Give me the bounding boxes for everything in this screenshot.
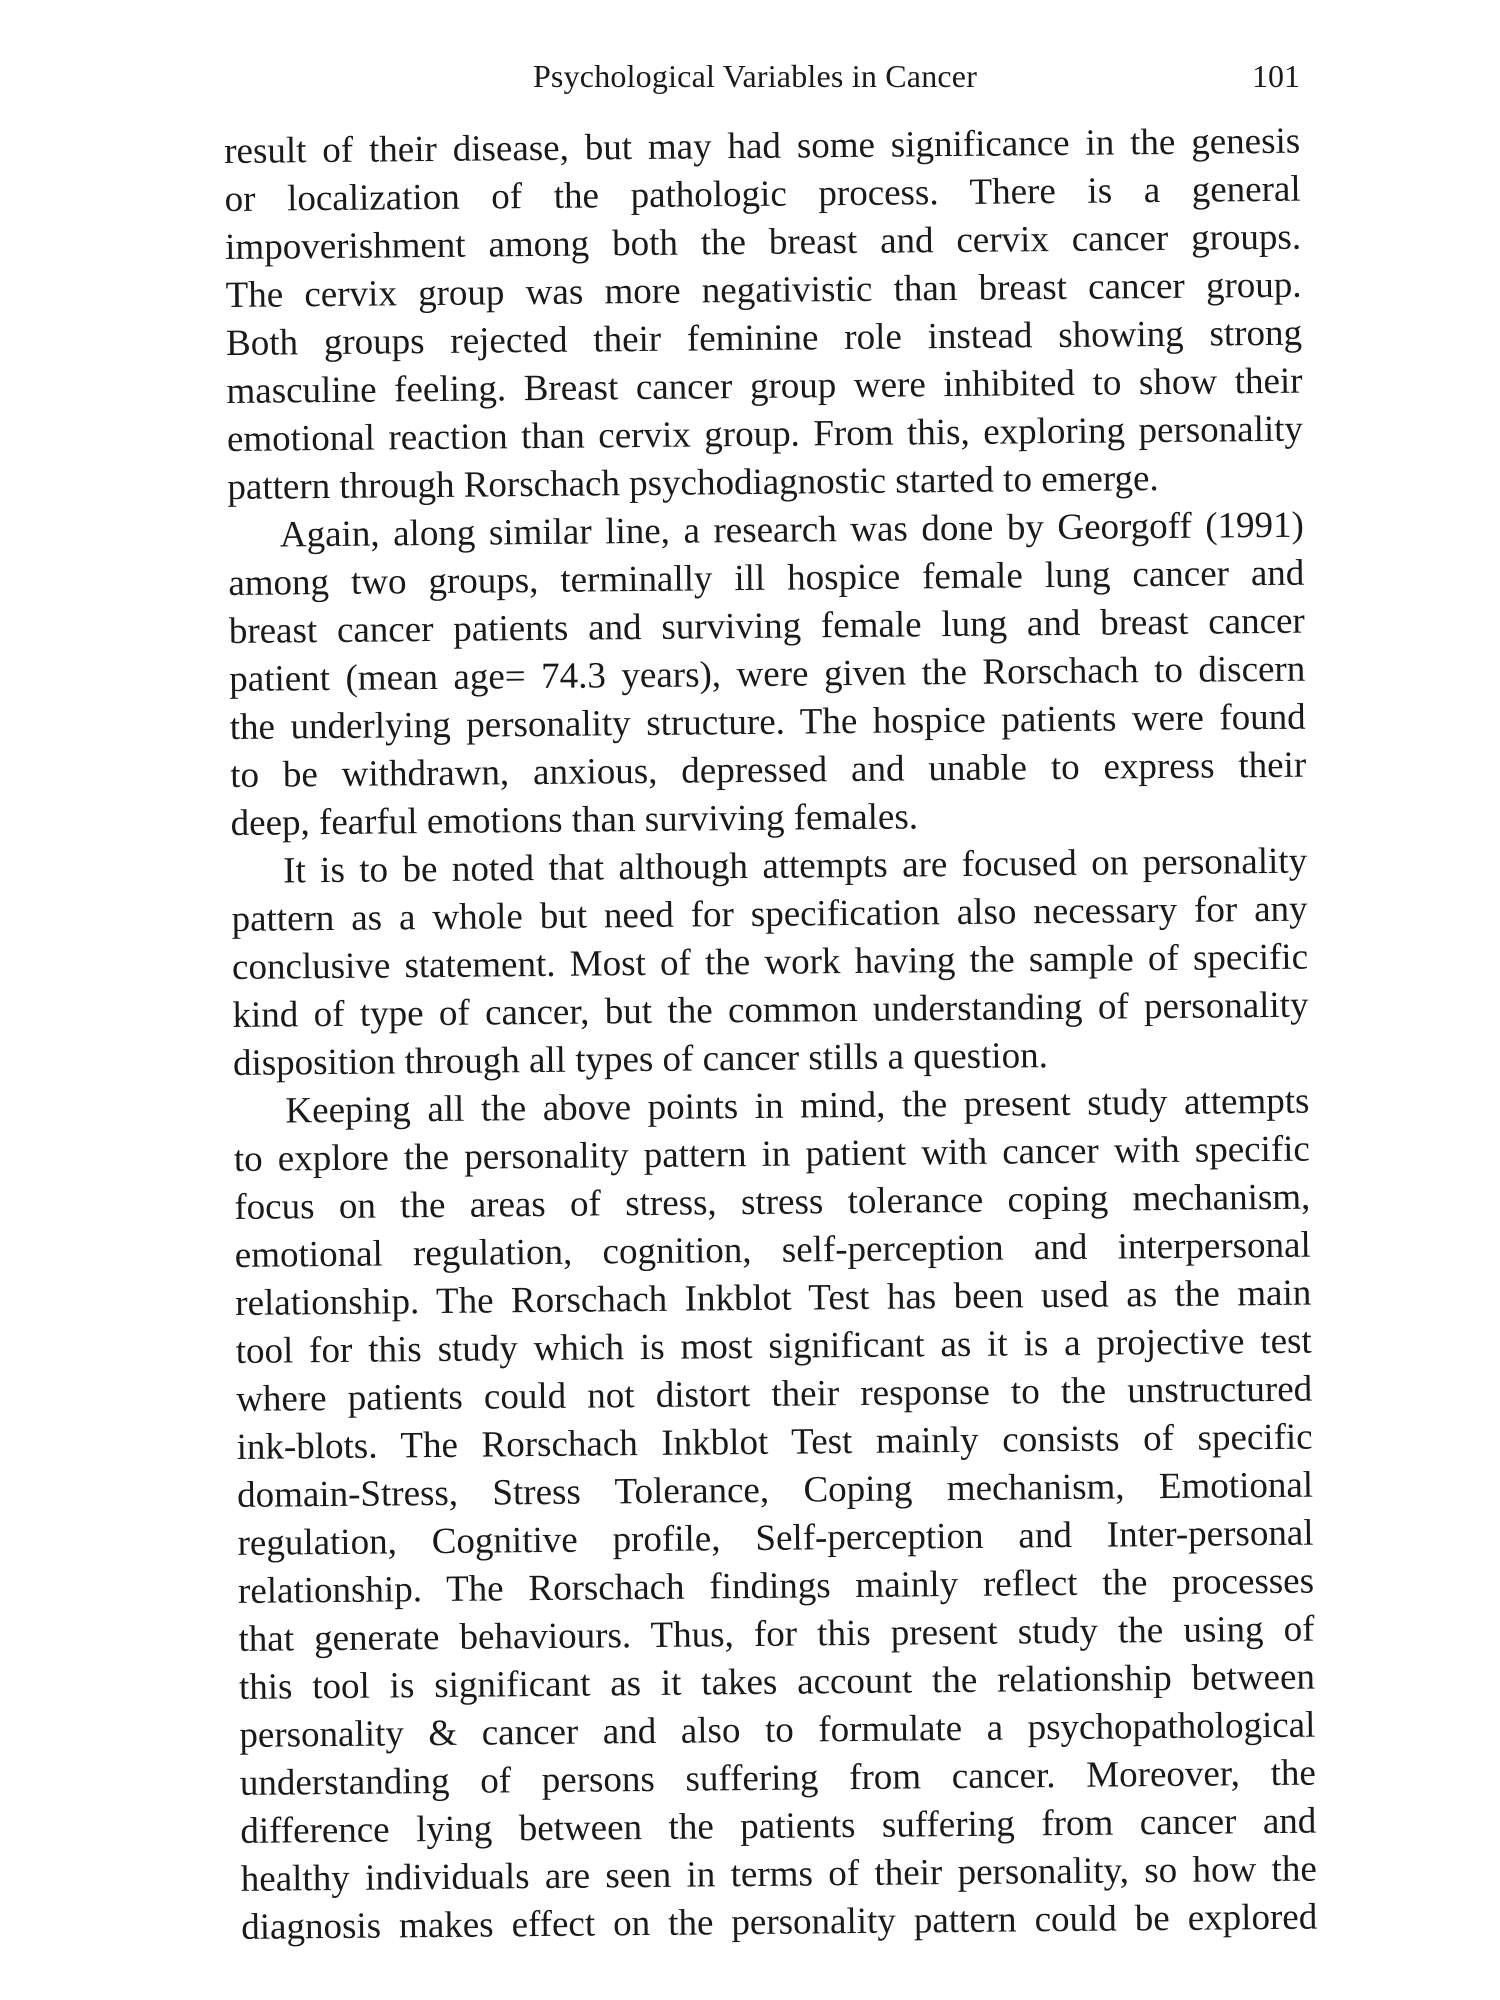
text-line: this tool is significant as it takes account the relationship between [238, 1656, 1316, 1708]
paragraph-start-line: Again, along similar line, a research was done by Georgoff (1991) [279, 504, 1305, 556]
text-line: focus on the areas of stress, stress tolerance coping mechanism, [234, 1176, 1311, 1228]
text-line: Both groups rejected their feminine role instead showing strong [225, 312, 1303, 364]
text-line: disposition through all types of cancer stills a question. [232, 1035, 1049, 1084]
text-line: masculine feeling. Breast cancer group were inhibited to show their [226, 360, 1303, 412]
text-line: relationship. The Rorschach Inkblot Test has been used as the main [235, 1272, 1312, 1324]
text-line: healthy individuals are seen in terms of their personality, so how the [240, 1848, 1317, 1900]
text-line: emotional reaction than cervix group. From this, exploring personality [226, 408, 1304, 460]
text-line: result of their disease, but may had some significance in the genesis [224, 120, 1301, 172]
text-line: ink-blots. The Rorschach Inkblot Test mainly consists of specific [236, 1416, 1313, 1468]
text-line: pattern as a whole but need for specification also necessary for any [231, 888, 1308, 940]
text-line: domain-Stress, Stress Tolerance, Coping mechanism, Emotional [236, 1464, 1314, 1516]
text-line: patient (mean age= 74.3 years), were given the Rorschach to discern [229, 648, 1306, 700]
text-line: regulation, Cognitive profile, Self-perception and Inter-personal [237, 1512, 1314, 1564]
text-line: difference lying between the patients suffering from cancer and [240, 1800, 1317, 1852]
text-line: diagnosis makes effect on the personality pattern could be explored [241, 1896, 1318, 1948]
text-line: kind of type of cancer, but the common understanding of personality [232, 984, 1309, 1036]
text-line: relationship. The Rorschach findings mainly reflect the processes [237, 1560, 1315, 1612]
text-line: conclusive statement. Most of the work having the sample of specific [231, 936, 1309, 988]
page-number: 101 [1252, 58, 1300, 94]
text-line: tool for this study which is most significant as it is a projective test [235, 1320, 1312, 1372]
text-line: impoverishment among both the breast and cervix cancer groups. [224, 216, 1302, 268]
text-line: where patients could not distort their response to the unstructured [236, 1368, 1313, 1420]
text-line: understanding of persons suffering from cancer. Moreover, the [239, 1752, 1317, 1804]
paragraph-start-line: Keeping all the above points in mind, the present study attempts [285, 1080, 1310, 1132]
text-line: personality & cancer and also to formulate a psychopathological [239, 1704, 1316, 1756]
paragraph-start-line: It is to be noted that although attempts are focused on personality [282, 840, 1308, 892]
text-line: deep, fearful emotions than surviving females. [230, 796, 919, 844]
text-line: to be withdrawn, anxious, depressed and unable to express their [230, 744, 1307, 796]
text-line: or localization of the pathologic process. There is a general [224, 168, 1301, 220]
text-line: emotional regulation, cognition, self-perception and interpersonal [234, 1224, 1311, 1276]
text-line: the underlying personality structure. The hospice patients were found [229, 696, 1306, 748]
text-line: that generate behaviours. Thus, for this present study the using of [238, 1608, 1315, 1660]
text-line: pattern through Rorschach psychodiagnostic started to emerge. [227, 458, 1159, 508]
text-line: The cervix group was more negativistic than breast cancer group. [225, 264, 1302, 316]
running-head [210, 58, 1300, 102]
running-title: Psychological Variables in Cancer [532, 58, 978, 94]
text-line: to explore the personality pattern in patient with cancer with specific [233, 1128, 1311, 1180]
text-line: breast cancer patients and surviving female lung and breast cancer [228, 600, 1305, 652]
body-text [224, 118, 1317, 1952]
text-line: among two groups, terminally ill hospice female lung cancer and [228, 552, 1305, 604]
